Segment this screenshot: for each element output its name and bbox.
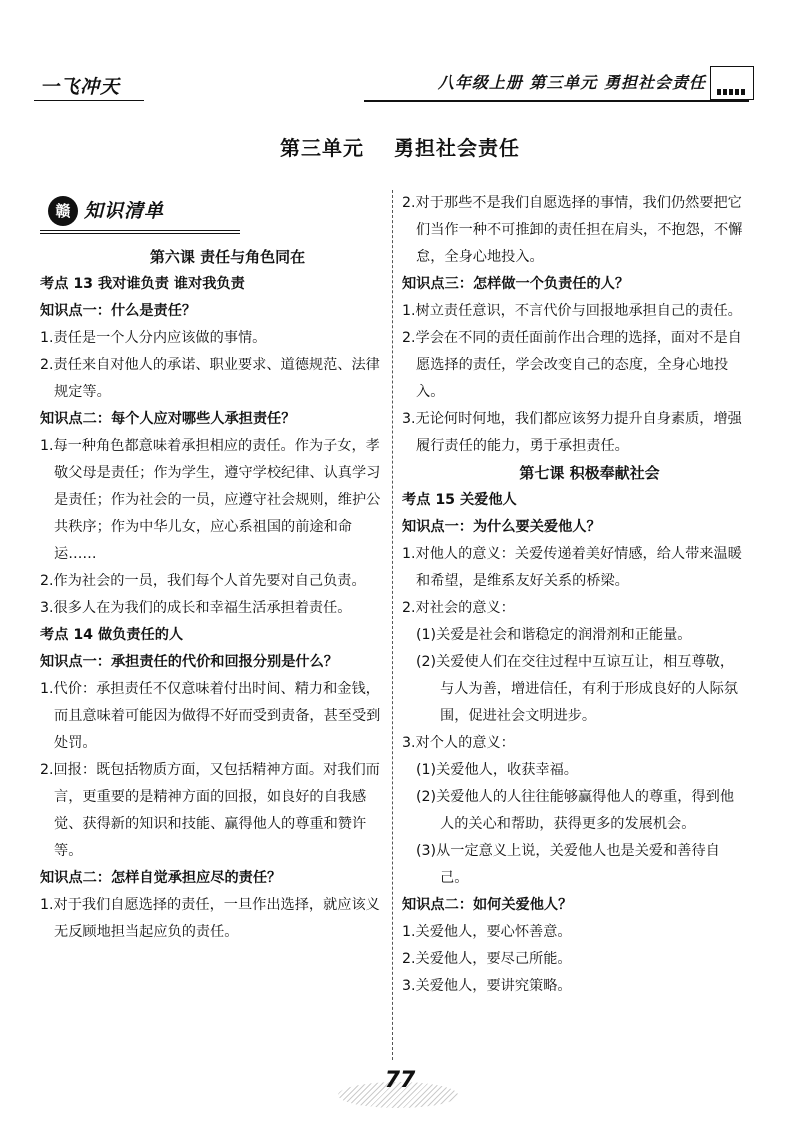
list-item: 2.对于那些不是我们自愿选择的事情，我们仍然要把它们当作一种不可推卸的责任担在肩头，不抱怨，不懈怠，全身心地投入。 <box>402 195 743 265</box>
knowledge-list-banner <box>40 192 385 238</box>
banner-rule <box>40 230 240 234</box>
list-item: 3.无论何时何地，我们都应该努力提升自身素质，增强履行责任的能力，勇于承担责任。 <box>402 411 742 454</box>
header-decoration-icon <box>710 66 754 100</box>
banner-title: 知识清单 <box>84 200 165 222</box>
list-item: 3.对个人的意义： <box>402 735 515 751</box>
exam-point-13: 考点 13 我对谁负责 谁对我负责 <box>40 276 245 292</box>
list-item: 1.对于我们自愿选择的责任，一旦作出选择，就应该义无反顾地担当起应负的责任。 <box>40 897 380 940</box>
unit-title-number: 第三单元 <box>280 136 364 160</box>
list-item: 2.学会在不同的责任面前作出合理的选择，面对不是自愿选择的责任，学会改变自己的态度，全身心地投入。 <box>402 330 742 400</box>
knowledge-point-heading: 知识点二：如何关爱他人？ <box>402 897 573 913</box>
right-column <box>402 190 747 1000</box>
unit-title-name: 勇担社会责任 <box>394 136 520 160</box>
list-item: 1.对他人的意义：关爱传递着美好情感，给人带来温暖和希望，是维系友好关系的桥梁。 <box>402 546 742 589</box>
knowledge-point-heading: 知识点一：什么是责任？ <box>40 303 197 319</box>
exam-point-15: 考点 15 关爱他人 <box>402 492 517 508</box>
list-item: 1.每一种角色都意味着承担相应的责任。作为子女，孝敬父母是责任；作为学生，遵守学校纪律、认真学习是责任；作为社会的一员，应遵守社会规则，维护公共秩序；作为中华儿女，应心系祖国的前途和命运…… <box>40 438 381 562</box>
list-item: 1.树立责任意识，不言代价与回报地承担自己的责任。 <box>402 303 742 319</box>
brand-logo: 一飞冲天 <box>40 76 121 98</box>
sub-item: (2)关爱使人们在交往过程中互谅互让，相互尊敬，与人为善，增进信任，有利于形成良好的人际氛围，促进社会文明进步。 <box>416 654 738 724</box>
page-number: 77 <box>384 1068 416 1093</box>
knowledge-point-heading: 知识点一：为什么要关爱他人？ <box>402 519 601 535</box>
unit-title <box>0 132 800 161</box>
banner-badge-icon: 赣 <box>48 196 78 226</box>
lesson-6-title: 第六课 责任与角色同在 <box>149 248 306 266</box>
sub-item: (1)关爱是社会和谐稳定的润滑剂和正能量。 <box>416 627 692 643</box>
list-item: 1.代价：承担责任不仅意味着付出时间、精力和金钱，而且意味着可能因为做得不好而受到责备，甚至受到处罚。 <box>40 681 381 751</box>
list-item: 3.很多人在为我们的成长和幸福生活承担着责任。 <box>40 600 352 616</box>
header-breadcrumb: 八年级上册 第三单元 勇担社会责任 <box>437 73 706 92</box>
lesson-7-title: 第七课 积极奉献社会 <box>519 464 660 482</box>
left-column <box>40 190 385 946</box>
list-item: 2.对社会的意义： <box>402 600 515 616</box>
list-item: 2.回报：既包括物质方面，又包括精神方面。对我们而言，更重要的是精神方面的回报，如良好的自我感觉、获得新的知识和技能、赢得他人的尊重和赞许等。 <box>40 762 380 859</box>
list-item: 3.关爱他人，要讲究策略。 <box>402 978 572 994</box>
list-item: 2.关爱他人，要尽己所能。 <box>402 951 572 967</box>
sub-item: (3)从一定意义上说，关爱他人也是关爱和善待自己。 <box>416 843 720 886</box>
column-divider <box>392 190 393 1060</box>
knowledge-point-heading: 知识点一：承担责任的代价和回报分别是什么？ <box>40 654 338 670</box>
header-rule <box>364 100 749 102</box>
page-header <box>34 62 754 102</box>
sub-item: (1)关爱他人，收获幸福。 <box>416 762 578 778</box>
list-item: 2.责任来自对他人的承诺、职业要求、道德规范、法律规定等。 <box>40 357 380 400</box>
knowledge-point-heading: 知识点二：每个人应对哪些人承担责任？ <box>40 411 296 427</box>
list-item: 2.作为社会的一员，我们每个人首先要对自己负责。 <box>40 573 366 589</box>
knowledge-point-heading: 知识点二：怎样自觉承担应尽的责任？ <box>40 870 282 886</box>
list-item: 1.关爱他人，要心怀善意。 <box>402 924 572 940</box>
knowledge-point-heading: 知识点三：怎样做一个负责任的人？ <box>402 276 630 292</box>
sub-item: (2)关爱他人的人往往能够赢得他人的尊重，得到他人的关心和帮助，获得更多的发展机会。 <box>416 789 735 832</box>
exam-point-14: 考点 14 做负责任的人 <box>40 627 184 643</box>
list-item: 1.责任是一个人分内应该做的事情。 <box>40 330 267 346</box>
brand-underline <box>34 100 144 101</box>
